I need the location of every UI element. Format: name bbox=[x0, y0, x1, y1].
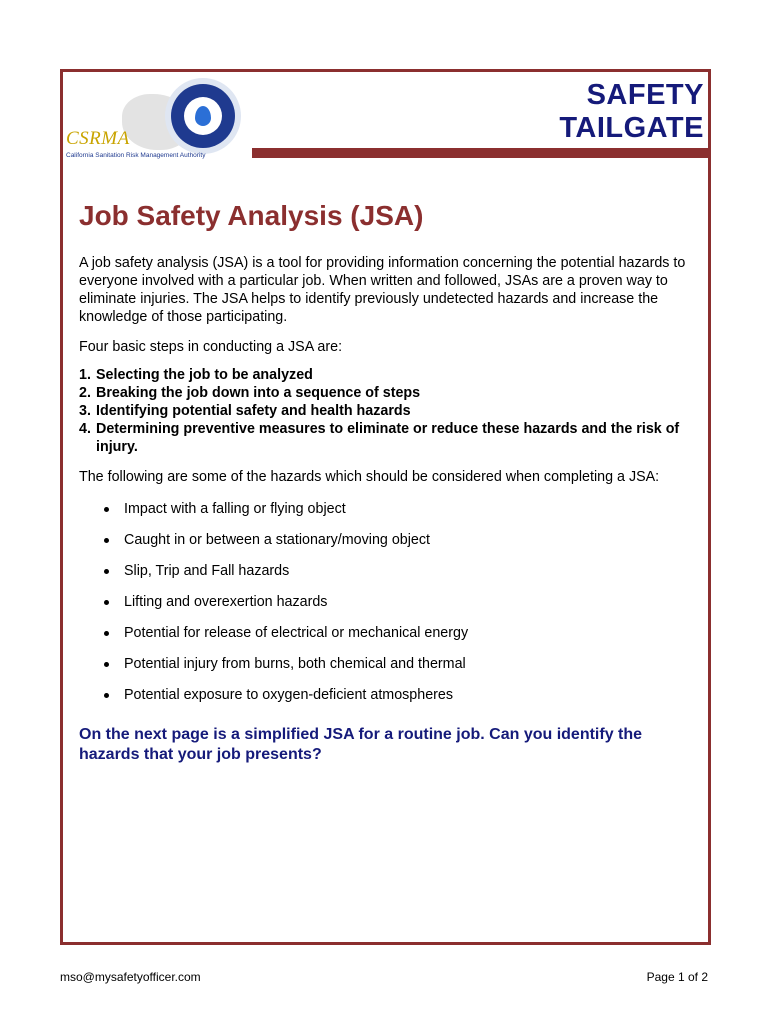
hazard-item bbox=[79, 680, 699, 711]
bullet-icon bbox=[104, 662, 109, 667]
intro-paragraph: A job safety analysis (JSA) is a tool for providing information concerning the potential hazards to everyone involved with a particular job. When written and followed, JSAs are a proven way to eliminate injuries. The JSA helps to identify previously undetected hazards and increase the knowledge of those participating. bbox=[79, 255, 686, 325]
logo-subtitle: California Sanitation Risk Management Authority bbox=[66, 152, 206, 159]
header-rule bbox=[252, 148, 711, 158]
closing-callout: On the next page is a simplified JSA for a routine job. Can you identify the hazards that your job presents? bbox=[79, 726, 643, 763]
step-item bbox=[79, 366, 699, 384]
step-item bbox=[79, 402, 699, 420]
step-number: 2. bbox=[79, 385, 91, 401]
hazard-text: Caught in or between a stationary/moving object bbox=[124, 532, 430, 548]
bullet-icon bbox=[104, 631, 109, 636]
bullet-icon bbox=[104, 569, 109, 574]
csrma-logo bbox=[64, 76, 248, 172]
step-number: 1. bbox=[79, 367, 91, 383]
hazard-item bbox=[79, 649, 699, 680]
hazards-list bbox=[79, 494, 699, 711]
hazard-text: Slip, Trip and Fall hazards bbox=[124, 563, 290, 579]
hazard-item bbox=[79, 556, 699, 587]
step-text: Identifying potential safety and health hazards bbox=[96, 403, 411, 419]
csrma-seal bbox=[165, 78, 241, 154]
step-text: Breaking the job down into a sequence of steps bbox=[96, 385, 421, 401]
hazard-text: Potential injury from burns, both chemical and thermal bbox=[124, 656, 466, 672]
bullet-icon bbox=[104, 600, 109, 605]
main-content bbox=[79, 198, 699, 765]
steps-list bbox=[79, 366, 699, 456]
hazard-text: Impact with a falling or flying object bbox=[124, 501, 346, 517]
title-line-2: TAILGATE bbox=[559, 112, 704, 144]
seal-ring bbox=[171, 84, 235, 148]
hazards-intro: The following are some of the hazards which should be considered when completing a JSA: bbox=[79, 469, 660, 485]
step-number: 4. bbox=[79, 421, 91, 437]
step-item bbox=[79, 384, 699, 402]
step-text: Determining preventive measures to eliminate or reduce these hazards and the risk of injury. bbox=[96, 421, 680, 455]
document-title: Job Safety Analysis (JSA) bbox=[79, 200, 424, 231]
step-text: Selecting the job to be analyzed bbox=[96, 367, 313, 383]
footer-page-number: Page 1 of 2 bbox=[646, 970, 708, 984]
hazard-text: Lifting and overexertion hazards bbox=[124, 594, 328, 610]
hazard-item bbox=[79, 494, 699, 525]
step-item bbox=[79, 420, 699, 456]
steps-intro: Four basic steps in conducting a JSA are: bbox=[79, 339, 343, 355]
hazard-text: Potential exposure to oxygen-deficient atmospheres bbox=[124, 687, 454, 703]
safety-tailgate-title bbox=[559, 79, 704, 145]
water-drop-icon bbox=[195, 106, 211, 126]
hazard-item bbox=[79, 587, 699, 618]
hazard-item bbox=[79, 618, 699, 649]
hazard-item bbox=[79, 525, 699, 556]
bullet-icon bbox=[104, 507, 109, 512]
seal-center bbox=[184, 97, 222, 135]
step-number: 3. bbox=[79, 403, 91, 419]
logo-name: CSRMA bbox=[66, 128, 130, 149]
bullet-icon bbox=[104, 693, 109, 698]
title-line-1: SAFETY bbox=[586, 79, 704, 111]
footer-email: mso@mysafetyofficer.com bbox=[60, 970, 201, 984]
hazard-text: Potential for release of electrical or mechanical energy bbox=[124, 625, 469, 641]
bullet-icon bbox=[104, 538, 109, 543]
